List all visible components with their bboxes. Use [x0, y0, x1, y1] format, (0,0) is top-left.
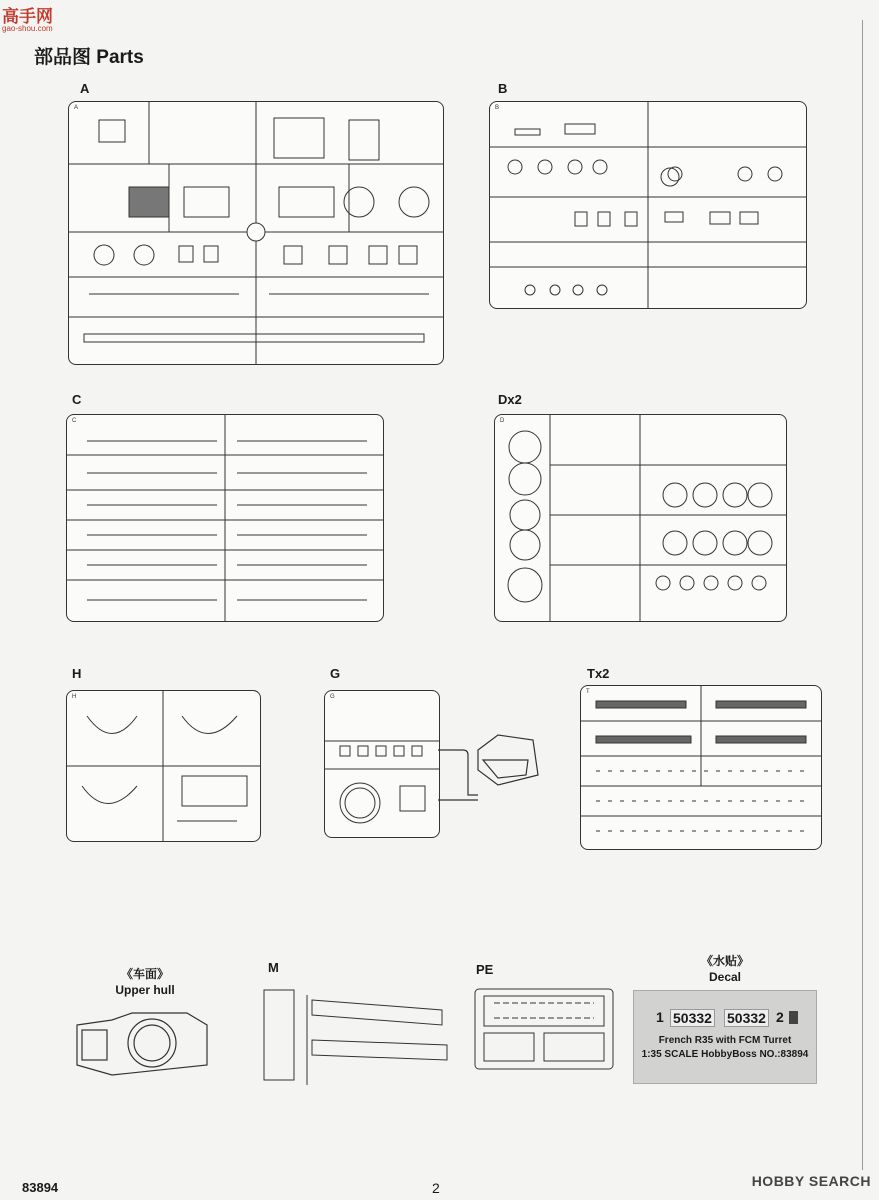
decal-title: French R35 with FCM Turret [658, 1035, 792, 1046]
watermark-sub: gao-shou.com [2, 24, 53, 33]
sprue-c [66, 414, 384, 622]
sprue-c-label: C [72, 392, 82, 407]
turret-runner-drawing [438, 730, 548, 810]
page-title: 部品图 Parts [34, 47, 144, 68]
upper-hull-drawing [72, 1005, 212, 1083]
sprue-h-label: H [72, 666, 82, 681]
sprue-c-drawing [67, 415, 383, 621]
sprue-a-tag: A [74, 105, 79, 111]
sprue-t-tag: T [586, 689, 590, 695]
sprue-h-drawing [67, 691, 260, 841]
sprue-d [494, 414, 787, 622]
page-number: 2 [432, 1180, 440, 1196]
hobby-search-watermark: HOBBY SEARCH [751, 1173, 871, 1189]
m-part-drawing [262, 985, 462, 1090]
page-edge-line [862, 20, 863, 1170]
sprue-d-label: Dx2 [498, 392, 522, 407]
sprue-b-drawing [490, 102, 806, 308]
kit-number: 83894 [22, 1180, 59, 1195]
pe-fret-drawing [474, 988, 614, 1070]
sprue-d-tag: D [500, 418, 505, 424]
sprue-a-label: A [80, 81, 90, 96]
sprue-b-label: B [498, 81, 508, 96]
pe-part-label: PE [476, 962, 494, 977]
sprue-b-tag: B [495, 105, 500, 111]
sprue-c-tag: C [72, 418, 77, 424]
decal-marking-1: 50332 [670, 1009, 715, 1027]
upper-hull-caption-zh: 《车面》 [120, 967, 169, 981]
sprue-g [324, 690, 440, 838]
sprue-t-label: Tx2 [587, 666, 610, 681]
m-part-label: M [268, 960, 279, 975]
decal-flag-icon [789, 1011, 798, 1024]
sprue-a-drawing [69, 102, 443, 364]
decal-number-1: 1 [656, 1009, 664, 1025]
sprue-g-label: G [330, 666, 341, 681]
sprue-t-drawing [581, 686, 821, 849]
sprue-g-drawing [325, 691, 439, 837]
sprue-b [489, 101, 807, 309]
decal-marking-2: 50332 [724, 1009, 769, 1027]
decal-number-2: 2 [776, 1009, 784, 1025]
watermark-main: 高手网 [2, 7, 53, 26]
decal-caption-zh: 《水贴》 [700, 954, 749, 968]
sprue-h-tag: H [72, 694, 77, 700]
sprue-h [66, 690, 261, 842]
sprue-g-tag: G [330, 694, 335, 700]
decal-scale-info: 1:35 SCALE HobbyBoss NO.:83894 [641, 1049, 809, 1060]
sprue-a [68, 101, 444, 365]
decal-caption-en: Decal [708, 970, 742, 984]
site-watermark [2, 2, 53, 33]
sprue-t [580, 685, 822, 850]
upper-hull-caption-en: Upper hull [115, 983, 175, 997]
decal-sheet [633, 990, 817, 1084]
sprue-d-drawing [495, 415, 786, 621]
